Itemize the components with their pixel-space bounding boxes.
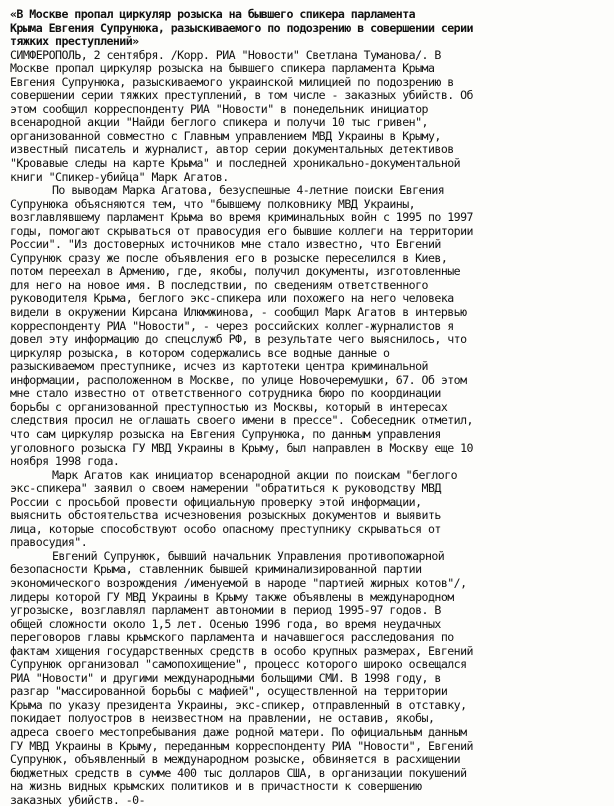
text-line: общей сложности около 1,5 лет. Осенью 1996 года, во время неудачных [10, 617, 441, 631]
text-line: совершении серии тяжких преступлений, в том числе - заказных убийств. Об [10, 89, 473, 103]
text-line: "Кровавые следы на карте Крыма" и последней хроникально-документальной [10, 157, 461, 171]
text-line: Супрунюка объясняются тем, что "бывшему полковнику МВД Украины, [10, 197, 416, 211]
text-line: лидеры которой ГУ МВД Украины в Крыму также объявлены в международном [10, 590, 454, 604]
document-body [10, 49, 604, 807]
text-line: фактам хищения государственных средств в особо крупных размерах, Евгений [10, 644, 473, 658]
text-line: борьбы с организованной преступностью из Москвы, который в интересах [10, 400, 448, 414]
text-line: адреса своего местопребывания даже родной матери. По официальным данным [10, 725, 467, 739]
text-line: экс-спикера" заявил о своем намерении "обратиться к руководству МВД [10, 482, 441, 496]
text-line: этом сообщил корреспонденту РИА "Новости" в понедельник инициатор [10, 102, 428, 116]
text-line: годы, помогают скрываться от правосудия его бывшие коллеги на территории [10, 224, 473, 238]
text-line: РИА "Новости" и другими международными больщими СМИ. В 1998 году, в [10, 671, 441, 685]
text-line: на жизнь видных крымских политиков и в причастности к совершению [10, 780, 422, 794]
text-line: ноября 1998 года. [10, 455, 120, 469]
text-line: Москве пропал циркуляр розыска на бывшего спикера парламента Крыма [10, 62, 435, 76]
text-line: что сам циркуляр розыска на Евгения Супрунюка, по данным управления [10, 427, 441, 441]
text-line: Евгения Супрунюка, разыскиваемого украинской милицией по подозрению в [10, 75, 454, 89]
text-line: руководителя Крыма, беглого экс-спикера или похожего на него человека [10, 292, 454, 306]
text-line: Марк Агатов как инициатор всенародной акции по поискам "беглого [52, 468, 458, 482]
text-line: Супрунюк сразу же после объявления его в розыске переселился в Киев, [10, 251, 448, 265]
text-line: ГУ МВД Украины в Крыму, переданным корреспонденту РИА "Новости", Евгений [10, 739, 473, 753]
text-line: безопасности Крыма, ставленник бывшей криминализированной партии [10, 563, 422, 577]
text-line: книги "Спикер-убийца" Марк Агатов. [10, 170, 229, 184]
text-line: России с просьбой провести официальную проверку этой информации, [10, 495, 422, 509]
paragraph [10, 49, 604, 184]
paragraph [10, 184, 604, 468]
text-line: Крыма по указу президента Украины, экс-спикер, отправленный в отставку, [10, 698, 467, 712]
text-line: Супрунюк, объявленный в международном розыске, обвиняется в расхищении [10, 753, 461, 767]
text-line: покидает полуостров в неизвестном на правлении, не оставив, якобы, [10, 712, 435, 726]
text-line: для него на новое имя. В последствии, по сведениям ответственного [10, 278, 428, 292]
paragraph [10, 469, 604, 550]
text-line: По выводам Марка Агатова, безуспешные 4-летние поиски Евгения [52, 184, 445, 198]
text-line: угрозыске, возглавлял парламент автономии в период 1995-97 годов. В [10, 604, 441, 618]
text-line: экономического возрождения /именуемой в народе "партией жирных котов"/, [10, 576, 467, 590]
text-line: Евгений Супрунюк, бывший начальник Управления противопожарной [52, 549, 445, 563]
title-line: тяжких преступлений» [10, 35, 139, 49]
text-line: Супрунюк организовал "самопохищение", процесс которого широко освещался [10, 658, 467, 672]
text-line: довел эту информацию до спецслужб РФ, в результате чего выяснилось, что [10, 333, 467, 347]
text-line: следствия просил не оглашать своего имени в прессе". Собеседник отметил, [10, 414, 473, 428]
text-line: России". "Из достоверных источников мне стало известно, что Евгений [10, 238, 441, 252]
text-line: разгар "массированной борьбы с мафией", осуществленной на территории [10, 685, 448, 699]
text-line: разыскиваемом преступнике, исчез из картотеки центра криминальной [10, 360, 428, 374]
paragraph [10, 550, 604, 807]
text-line: циркуляр розыска, в котором содержались все водные данные о [10, 346, 390, 360]
text-line: известный писатель и журналист, автор серии документальных детективов [10, 143, 454, 157]
text-line: мне стало известно от ответственного сотрудника бюро по координации [10, 387, 441, 401]
text-line: видели в окружении Кирсана Илюмжинова, - сообщил Марк Агатов в интервью [10, 306, 467, 320]
text-line: правосудия". [10, 536, 88, 550]
text-line: потом переехал в Армению, где, якобы, получил документы, изготовленные [10, 265, 461, 279]
text-line: СИМФЕРОПОЛЬ, 2 сентября. /Корр. РИА "Новости" Светлана Туманова/. В [10, 48, 441, 62]
text-line: переговоров главы крымского парламента и начавшегося расследования по [10, 631, 454, 645]
text-line: корреспонденту РИА "Новости", - через российских коллег-журналистов я [10, 319, 454, 333]
text-line: информации, расположенном в Москве, по улице Новочеремушки, 67. Об этом [10, 373, 467, 387]
title-line: Крыма Евгения Супрунюка, разыскиваемого по подозрению в совершении серии [10, 21, 473, 35]
text-line: выяснить обстоятельства исчезновения розыскных документов и выявить [10, 509, 441, 523]
document-title [10, 8, 604, 49]
text-line: лица, которые способствуют особо опасному преступнику скрываться от [10, 522, 441, 536]
text-line: заказных убийств. -0- [10, 793, 146, 807]
title-line: «В Москве пропал циркуляр розыска на бывшего спикера парламента [10, 8, 416, 21]
text-line: бюджетных средств в сумме 400 тыс долларов США, в организации покушений [10, 766, 467, 780]
text-line: организованной совместно с Главным управлением МВД Украины в Крыму, [10, 129, 441, 143]
text-line: уголовного розыска ГУ МВД Украины в Крыму, был направлен в Москву еще 10 [10, 441, 473, 455]
text-line: всенародной акции "Найди беглого спикера и получи 10 тыс гривен", [10, 116, 428, 130]
text-line: возглавлявшему парламент Крыма во время криминальных войн с 1995 по 1997 [10, 211, 473, 225]
